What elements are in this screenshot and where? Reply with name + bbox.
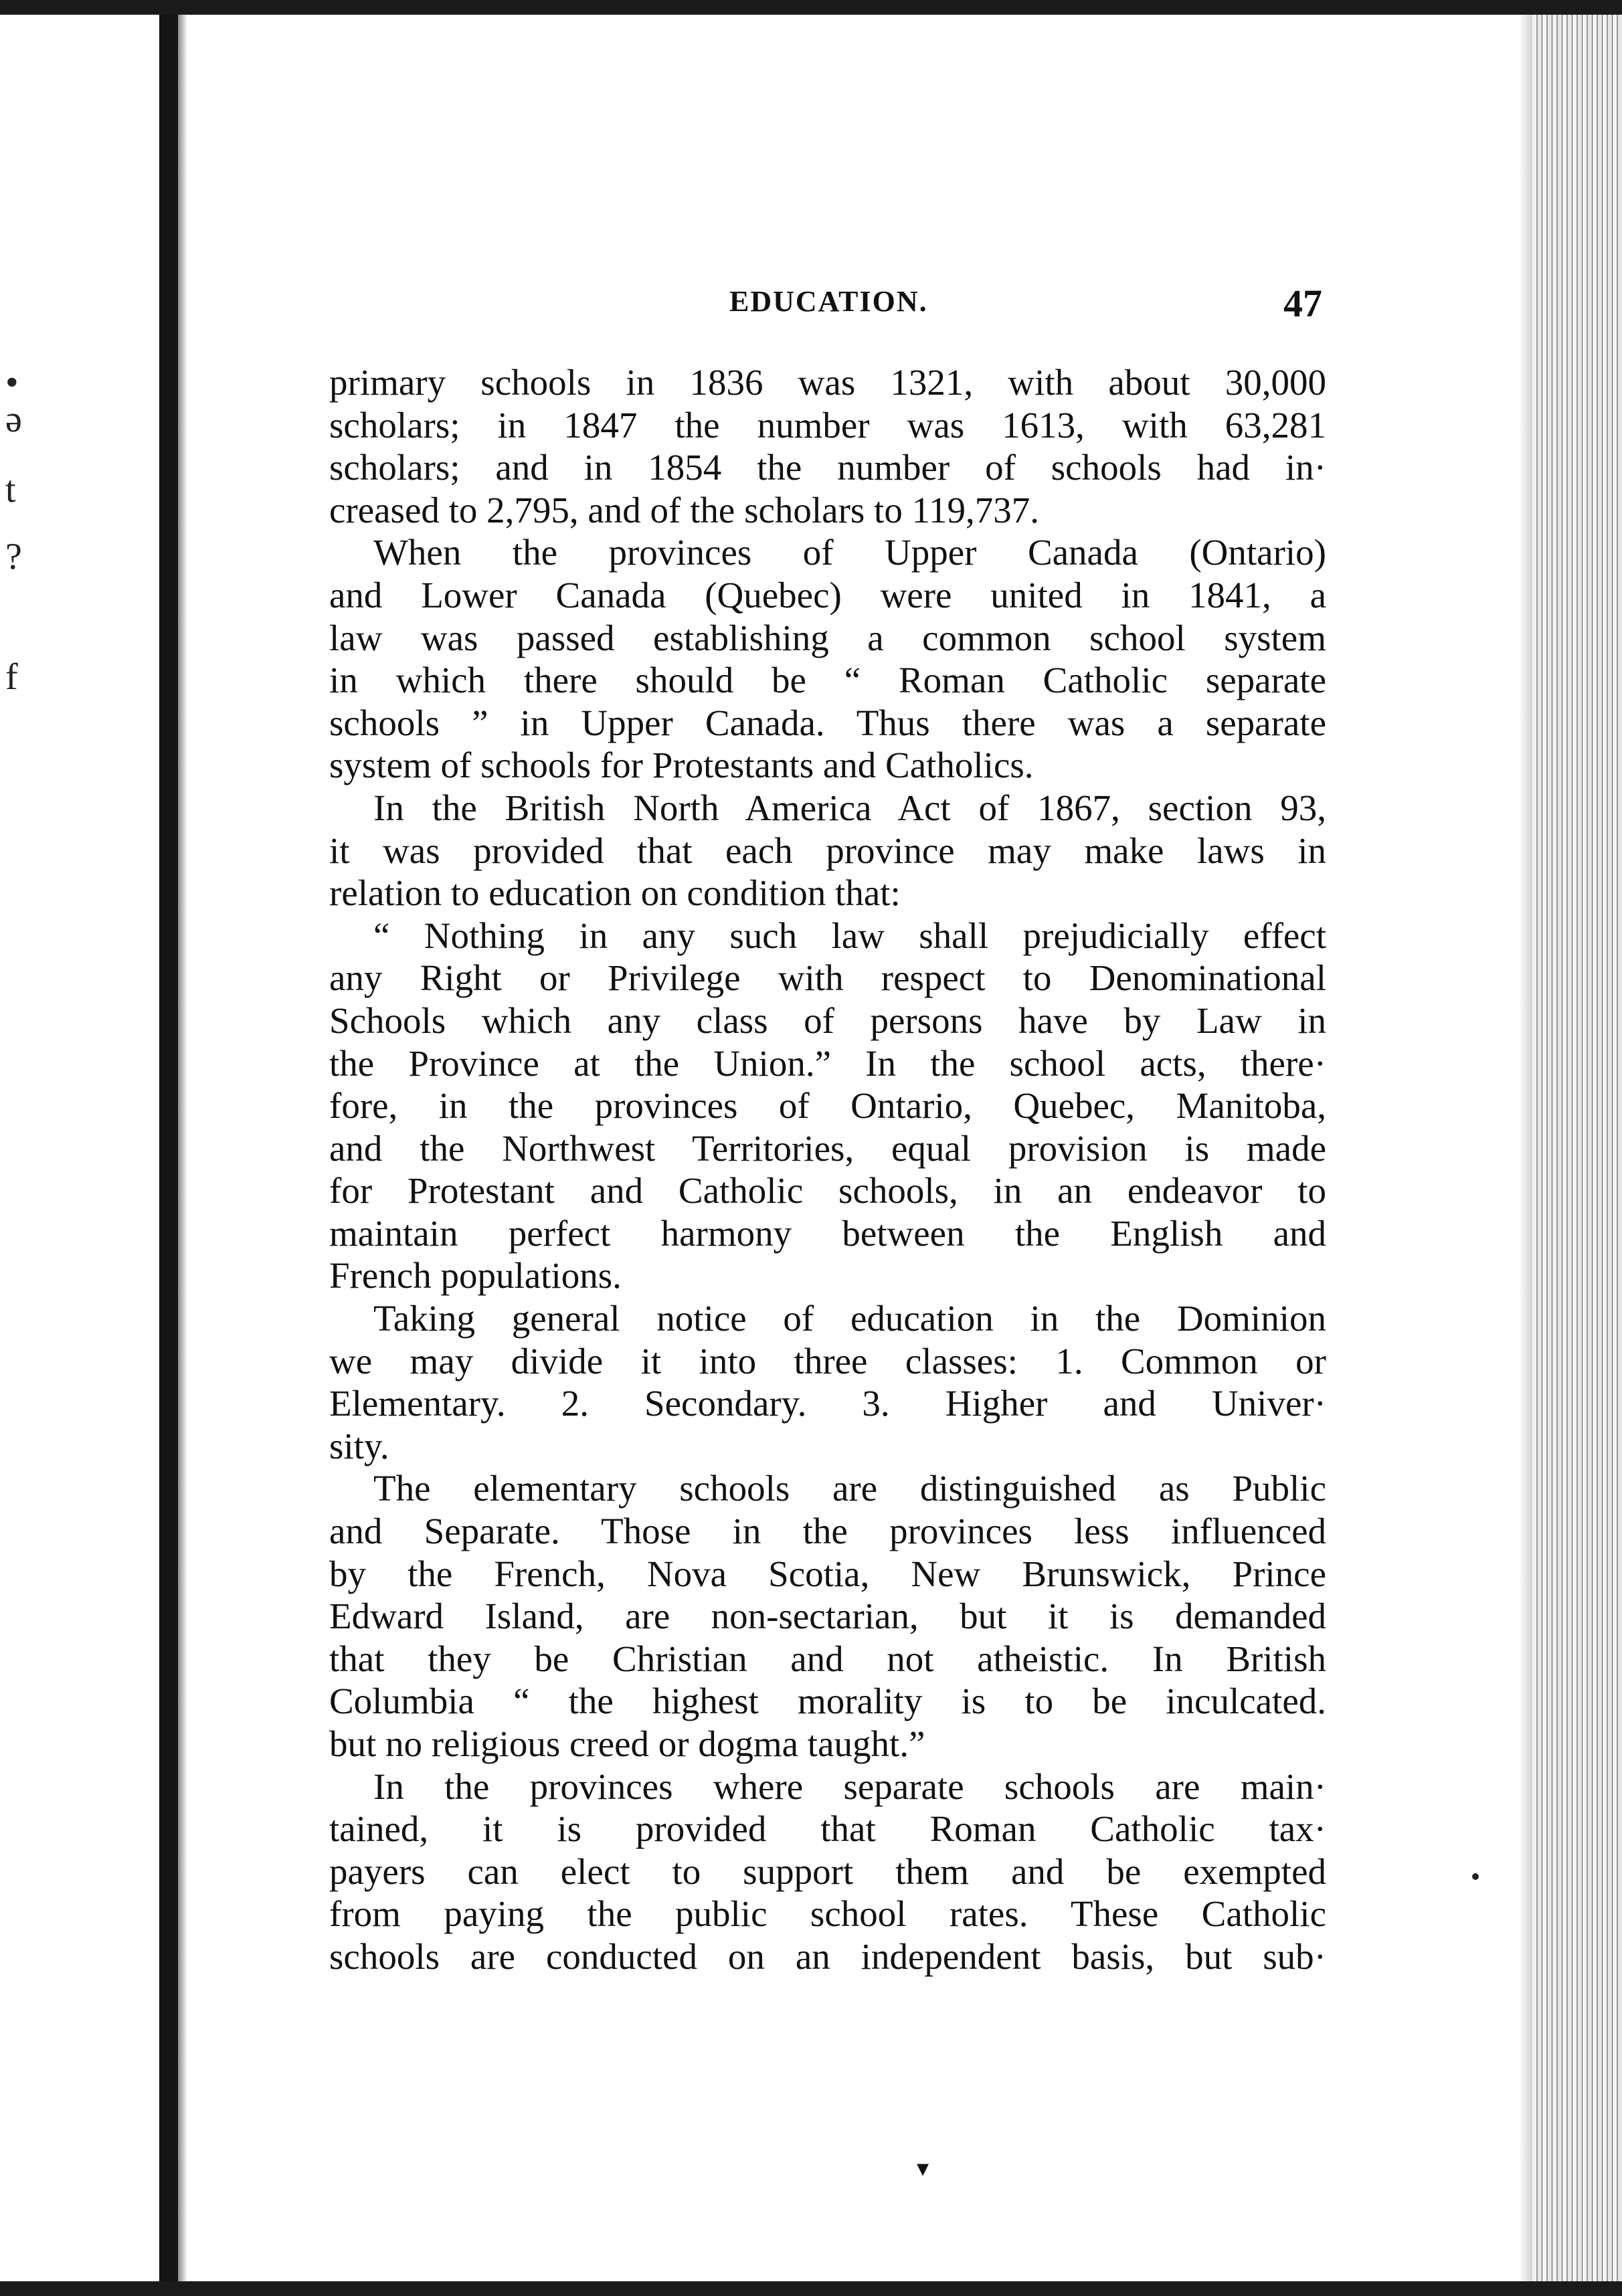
text-line: fore, in the provinces of Ontario, Quebec, Manitoba, [329, 1085, 1326, 1127]
text-line: in which there should be “ Roman Catholic separate [329, 660, 1326, 701]
margin-mark: f [5, 656, 18, 698]
scan-border-top [0, 0, 1622, 15]
text-line: French populations. [329, 1255, 622, 1297]
stacked-page-edges [1532, 15, 1622, 2296]
text-line: but no religious creed or dogma taught.” [329, 1723, 925, 1764]
body-text [329, 361, 1326, 1978]
text-line: Columbia “ the highest morality is to be inculcated. [329, 1681, 1326, 1722]
text-line: tained, it is provided that Roman Catholic tax· [329, 1808, 1326, 1850]
text-line: Edward Island, are non-sectarian, but it is demanded [329, 1596, 1326, 1637]
text-line: Elementary. 2. Secondary. 3. Higher and Univer· [329, 1383, 1326, 1424]
text-line: Taking general notice of education in the Dominion [373, 1298, 1326, 1339]
text-line: In the provinces where separate schools are main· [373, 1765, 1326, 1807]
text-line: law was passed establishing a common school system [329, 617, 1326, 658]
text-line: schools are conducted on an independent basis, but sub· [329, 1935, 1326, 1977]
text-line: any Right or Privilege with respect to Denominational [329, 957, 1326, 999]
margin-mark: ə [5, 399, 22, 440]
text-line: Schools which any class of persons have by Law in [329, 999, 1326, 1041]
running-head: EDUCATION. [729, 285, 928, 318]
text-line: by the French, Nova Scotia, New Brunswick, Prince [329, 1553, 1326, 1594]
text-line: scholars; in 1847 the number was 1613, with 63,281 [329, 404, 1326, 446]
text-line: When the provinces of Upper Canada (Ontario) [373, 532, 1326, 573]
text-line: it was provided that each province may make laws in [329, 830, 1326, 871]
page-number: 47 [1283, 282, 1322, 325]
text-line: In the British North America Act of 1867, section 93, [373, 787, 1326, 828]
previous-page-edge [0, 15, 161, 2296]
scan-border-bottom [0, 2281, 1622, 2296]
speck-mark [1472, 1873, 1479, 1880]
text-line: system of schools for Protestants and Catholics. [329, 745, 1034, 786]
text-line: we may divide it into three classes: 1. Common or [329, 1340, 1326, 1381]
text-line: The elementary schools are distinguished as Public [373, 1468, 1326, 1509]
text-line: for Protestant and Catholic schools, in an endeavor to [329, 1170, 1326, 1212]
text-line: primary schools in 1836 was 1321, with about 30,000 [329, 362, 1326, 403]
text-line: “ Nothing in any such law shall prejudicially effect [373, 915, 1326, 956]
text-line: that they be Christian and not atheistic. In British [329, 1638, 1326, 1679]
text-line: creased to 2,795, and of the scholars to 119,737. [329, 489, 1040, 531]
text-line: maintain perfect harmony between the English and [329, 1212, 1326, 1254]
text-line: scholars; and in 1854 the number of schools had in· [329, 447, 1326, 488]
text-line: the Province at the Union.” In the school acts, there· [329, 1042, 1326, 1084]
margin-mark: • [5, 362, 19, 403]
margin-mark: ? [5, 536, 22, 577]
book-spine [159, 15, 178, 2296]
text-line: payers can elect to support them and be exempted [329, 1850, 1326, 1892]
spine-shadow [178, 15, 187, 2296]
text-line: and Separate. Those in the provinces less influenced [329, 1511, 1326, 1552]
text-line: and Lower Canada (Quebec) were united in 1841, a [329, 574, 1326, 615]
margin-mark: t [5, 469, 16, 510]
text-line: relation to education on condition that: [329, 872, 901, 914]
text-line: and the Northwest Territories, equal provision is made [329, 1127, 1326, 1169]
text-line: schools ” in Upper Canada. Thus there was a separate [329, 702, 1326, 743]
text-line: from paying the public school rates. These Catholic [329, 1893, 1326, 1935]
text-line: sity. [329, 1425, 389, 1466]
footer-mark: ▾ [917, 2155, 929, 2182]
